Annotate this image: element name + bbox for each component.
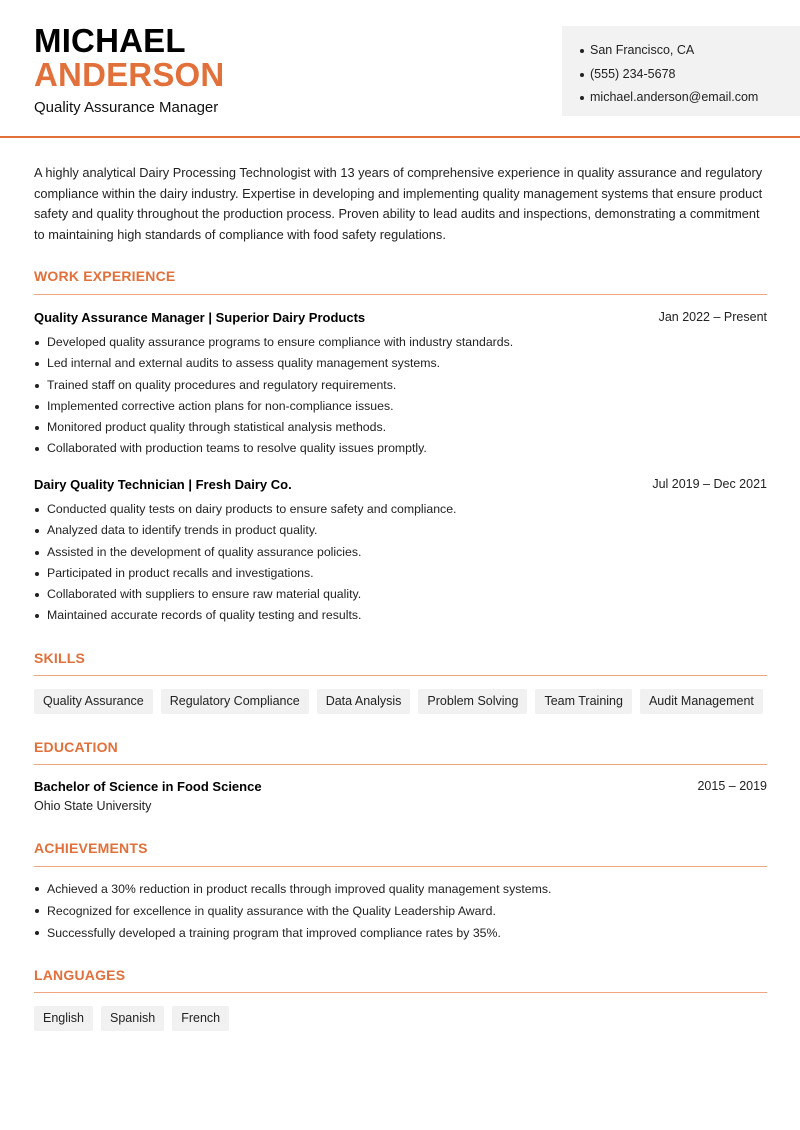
contact-email: michael.anderson@email.com bbox=[580, 86, 800, 110]
list-item: Developed quality assurance programs to ensure compliance with industry standards. bbox=[34, 332, 767, 353]
skills-list bbox=[34, 689, 763, 714]
job-dates: Jan 2022 – Present bbox=[658, 310, 767, 324]
list-item: Maintained accurate records of quality testing and results. bbox=[34, 605, 767, 626]
education-dates: 2015 – 2019 bbox=[697, 779, 767, 793]
job-bullets bbox=[34, 499, 767, 627]
list-item: Collaborated with suppliers to ensure raw material quality. bbox=[34, 584, 767, 605]
resume-header bbox=[0, 0, 800, 138]
skill-chip: Team Training bbox=[535, 689, 632, 714]
job-bullets bbox=[34, 332, 767, 460]
list-item: Led internal and external audits to assess quality management systems. bbox=[34, 353, 767, 374]
list-item: Successfully developed a training program that improved compliance rates by 35%. bbox=[34, 922, 767, 944]
job-header bbox=[34, 310, 767, 328]
summary-text: A highly analytical Dairy Processing Technologist with 13 years of comprehensive experience in quality assurance and regulatory compliance within the dairy industry. Expertise in developing and implementing quality management systems that ensure product safety and quality throughout the production process. Proven ability to lead audits and inspections, demonstrating a commitment to maintaining high standards of compliance with food safety regulations. bbox=[34, 165, 763, 243]
language-chip: Spanish bbox=[101, 1006, 164, 1031]
job-title: Quality Assurance Manager bbox=[34, 99, 219, 116]
job-header bbox=[34, 477, 767, 495]
last-name: ANDERSON bbox=[34, 56, 225, 93]
language-chip: French bbox=[172, 1006, 229, 1031]
job-role: Quality Assurance Manager | Superior Dairy Products bbox=[34, 310, 366, 325]
first-name: MICHAEL bbox=[34, 22, 186, 59]
list-item: Collaborated with production teams to resolve quality issues promptly. bbox=[34, 438, 767, 459]
job-role: Dairy Quality Technician | Fresh Dairy Co. bbox=[34, 477, 292, 492]
list-item: Trained staff on quality procedures and regulatory requirements. bbox=[34, 375, 767, 396]
education-school: Ohio State University bbox=[34, 799, 152, 813]
contact-phone: (555) 234-5678 bbox=[580, 63, 800, 87]
section-divider bbox=[34, 294, 767, 295]
section-divider bbox=[34, 675, 767, 676]
section-divider bbox=[34, 866, 767, 867]
list-item: Conducted quality tests on dairy products to ensure safety and compliance. bbox=[34, 499, 767, 520]
list-item: Analyzed data to identify trends in product quality. bbox=[34, 520, 767, 541]
list-item: Monitored product quality through statistical analysis methods. bbox=[34, 417, 767, 438]
skill-chip: Data Analysis bbox=[317, 689, 411, 714]
section-title-achievements: ACHIEVEMENTS bbox=[34, 840, 148, 856]
skill-chip: Regulatory Compliance bbox=[161, 689, 309, 714]
list-item: Implemented corrective action plans for non-compliance issues. bbox=[34, 396, 767, 417]
section-title-work: WORK EXPERIENCE bbox=[34, 268, 176, 284]
section-title-skills: SKILLS bbox=[34, 650, 85, 666]
education-degree: Bachelor of Science in Food Science bbox=[34, 779, 262, 794]
contact-location: San Francisco, CA bbox=[580, 39, 800, 63]
job-dates: Jul 2019 – Dec 2021 bbox=[652, 477, 767, 491]
section-title-languages: LANGUAGES bbox=[34, 967, 126, 983]
language-chip: English bbox=[34, 1006, 93, 1031]
list-item: Assisted in the development of quality assurance policies. bbox=[34, 542, 767, 563]
languages-list bbox=[34, 1006, 229, 1031]
skill-chip: Quality Assurance bbox=[34, 689, 153, 714]
skill-chip: Problem Solving bbox=[418, 689, 527, 714]
list-item: Participated in product recalls and investigations. bbox=[34, 563, 767, 584]
list-item: Recognized for excellence in quality assurance with the Quality Leadership Award. bbox=[34, 900, 767, 922]
section-divider bbox=[34, 764, 767, 765]
skill-chip: Audit Management bbox=[640, 689, 763, 714]
list-item: Achieved a 30% reduction in product recalls through improved quality management systems. bbox=[34, 878, 767, 900]
achievement-bullets bbox=[34, 878, 767, 944]
section-divider bbox=[34, 992, 767, 993]
contact-box bbox=[562, 26, 800, 116]
section-title-education: EDUCATION bbox=[34, 739, 118, 755]
